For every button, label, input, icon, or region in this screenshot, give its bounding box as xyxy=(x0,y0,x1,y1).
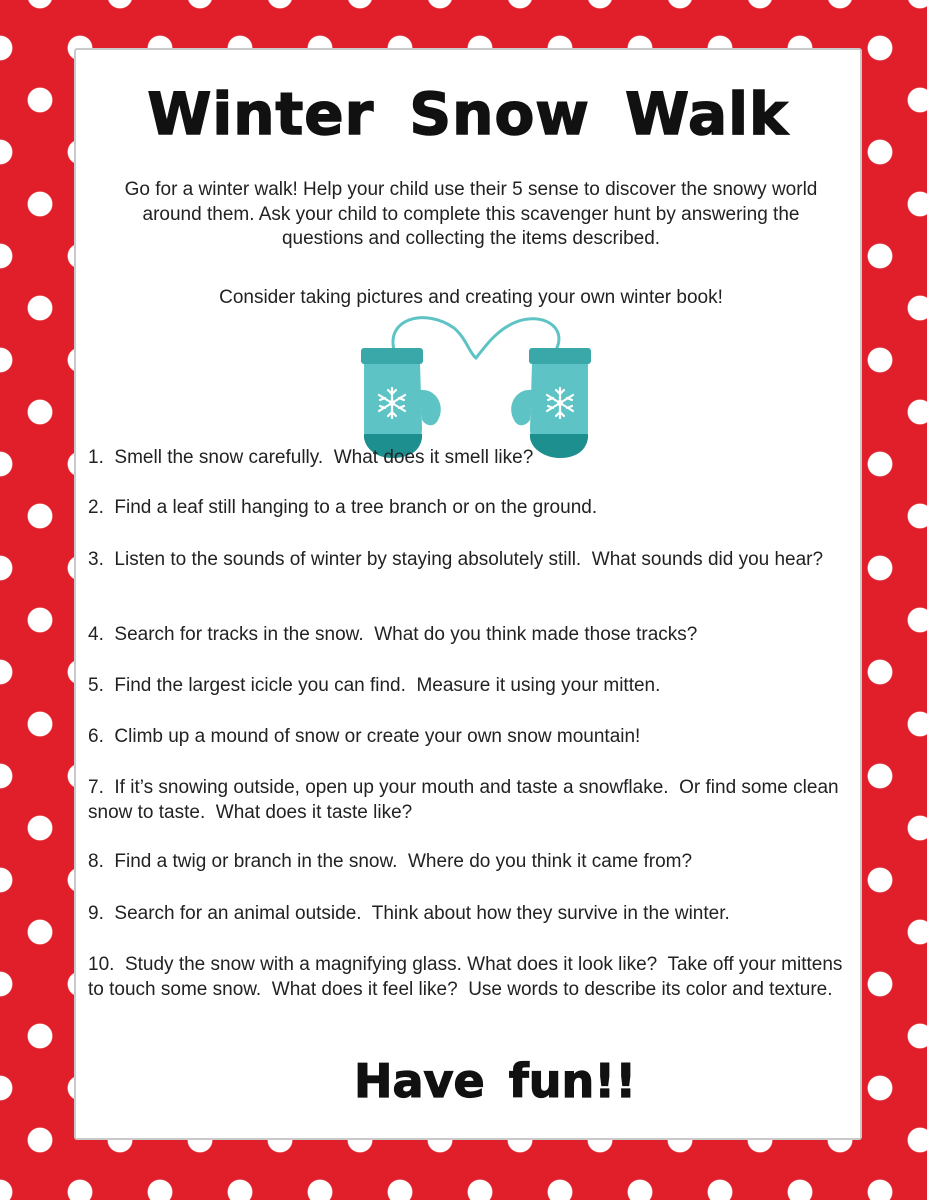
list-item: 6. Climb up a mound of snow or create your own snow mountain! xyxy=(88,726,641,747)
list-item: 10. Study the snow with a magnifying glass. What does it look like? Take off your mittens to touch some snow. What does it feel like? Use words to describe its color and texture. xyxy=(88,954,848,1000)
worksheet-card xyxy=(74,48,862,1140)
list-item: 2. Find a leaf still hanging to a tree branch or on the ground. xyxy=(88,497,598,518)
closing-text: Have fun!! xyxy=(354,1054,637,1108)
list-item: 9. Search for an animal outside. Think about how they survive in the winter. xyxy=(88,903,730,924)
page-title: Winter Snow Walk xyxy=(147,80,789,148)
list-item: 5. Find the largest icicle you can find. Measure it using your mitten. xyxy=(88,675,661,696)
consider-note: Consider taking pictures and creating your own winter book! xyxy=(219,287,723,308)
list-item: 3. Listen to the sounds of winter by staying absolutely still. What sounds did you hear? xyxy=(88,549,824,570)
list-item: 7. If it’s snowing outside, open up your mouth and taste a snowflake. Or find some clean snow to taste. What does it taste like? xyxy=(88,777,844,823)
list-item: 8. Find a twig or branch in the snow. Where do you think it came from? xyxy=(88,851,693,872)
list-item: 1. Smell the snow carefully. What does it smell like? xyxy=(88,447,534,468)
list-item: 4. Search for tracks in the snow. What do you think made those tracks? xyxy=(88,624,698,645)
mittens-icon xyxy=(346,308,606,468)
intro-paragraph: Go for a winter walk! Help your child use their 5 sense to discover the snowy world around them. Ask your child to complete this scavenger hunt by answering the questions and collecting the items described. xyxy=(124,179,818,249)
